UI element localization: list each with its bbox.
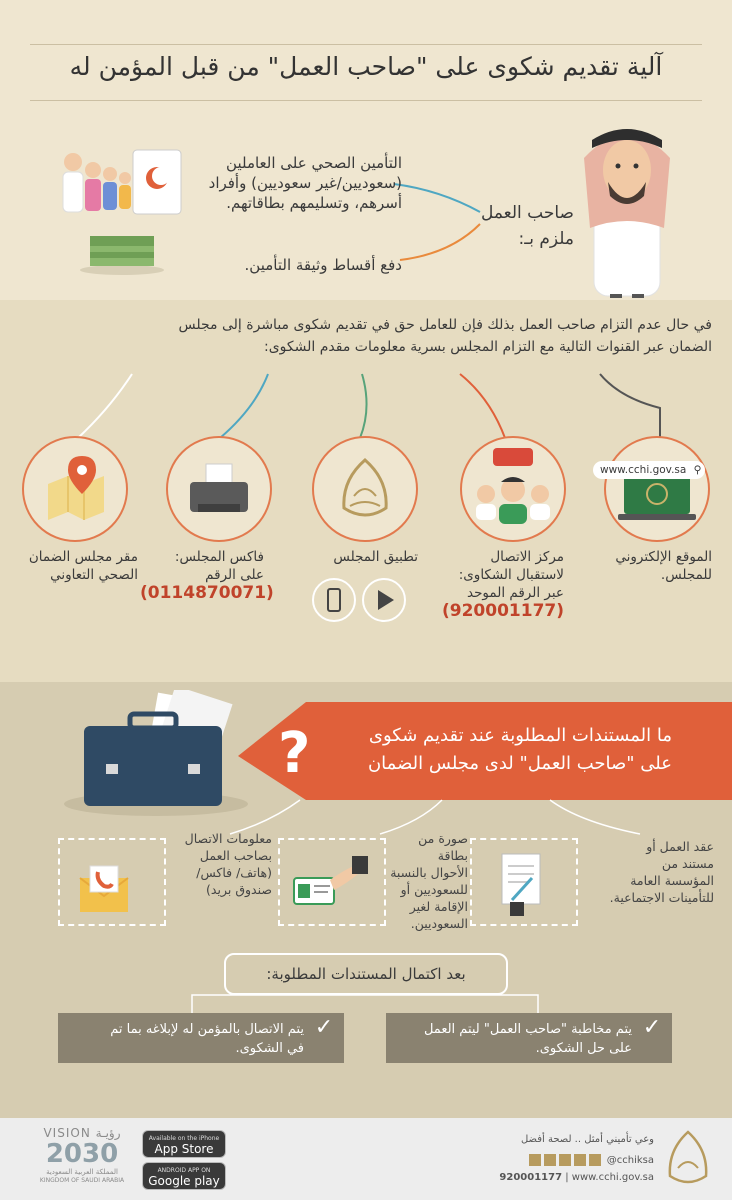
app-store-badge[interactable] <box>142 1130 226 1158</box>
employer-figure-icon <box>572 118 682 298</box>
obligation-insurance <box>190 153 402 213</box>
app-store-label: App Store <box>154 1142 214 1156</box>
doc-contact-line1: معلومات الاتصال <box>184 831 272 846</box>
doc-contact-line3: (هاتف/ فاكس/ <box>196 865 272 880</box>
social-row <box>470 1154 654 1166</box>
fax-machine-icon <box>168 438 270 540</box>
obligation1-line2: (سعوديين/غير سعوديين) وأفراد <box>208 174 402 192</box>
after-connectors <box>190 993 540 1015</box>
fax-line1: فاكس المجلس: <box>174 549 264 565</box>
footer-slogan: وعي تأميني أمثل .. لصحة أفضل <box>520 1134 654 1145</box>
call-center-agents-icon <box>462 438 564 540</box>
banner-line1: ما المستندات المطلوبة عند تقديم شكوى <box>368 725 672 746</box>
doc-contract-text <box>584 838 714 906</box>
doc-id-line2: الأحوال بالنسبة <box>390 865 468 880</box>
vision-2030-logo <box>30 1126 134 1185</box>
twitter-icon[interactable] <box>529 1154 541 1166</box>
employer-label-line2: ملزم بـ: <box>518 229 574 249</box>
kingdom-en: KINGDOM OF SAUDI ARABIA <box>39 1177 125 1184</box>
doc-contact-line2: بصاحب العمل <box>199 848 272 863</box>
banner-line2: على "صاحب العمل" لدى مجلس الضمان <box>367 753 672 774</box>
check-icon: ✓ <box>314 1015 334 1040</box>
cchi-logo-icon <box>664 1128 712 1190</box>
website-url: www.cchi.gov.sa <box>600 464 687 476</box>
vision-ar: رؤيـة <box>95 1126 121 1140</box>
instagram-icon[interactable] <box>574 1154 586 1166</box>
doc-contract-line4: للتأمينات الاجتماعية. <box>609 890 714 905</box>
doc-id-line5: السعوديين. <box>410 916 468 931</box>
label-call-center <box>440 548 564 620</box>
vision-year: 2030 <box>45 1139 119 1169</box>
android-app-button[interactable] <box>362 578 406 622</box>
map-pin-icon <box>24 438 126 540</box>
kingdom-ar: المملكة العربية السعودية <box>46 1168 118 1176</box>
doc-contact-box <box>58 838 166 926</box>
ios-app-button[interactable] <box>312 578 356 622</box>
doc-contract-line3: المؤسسة العامة <box>630 873 714 888</box>
laptop-icon <box>606 438 708 540</box>
mobile-phone-icon <box>327 588 341 612</box>
check-icon: ✓ <box>642 1015 662 1040</box>
step2-line1: يتم الاتصال بالمؤمن له لإبلاغه بما تم <box>110 1022 304 1037</box>
vision-en: VISION <box>43 1126 91 1140</box>
question-mark-icon: ? <box>278 721 311 786</box>
employer-label-line1: صاحب العمل <box>480 203 574 223</box>
label-hq <box>10 548 138 584</box>
call-center-phone[interactable]: (920001177) <box>442 601 564 621</box>
website-line1: الموقع الإلكتروني <box>615 549 712 565</box>
app-store-small: Available on the iPhone <box>148 1135 220 1142</box>
intro-line2: الضمان عبر القنوات التالية مع التزام المجلس بسرية معلومات مقدم الشكوى: <box>264 339 712 355</box>
website-line2: للمجلس. <box>660 567 712 583</box>
fax-line2: على الرقم <box>205 567 264 583</box>
complaint-intro <box>20 314 712 358</box>
contract-document-icon <box>472 840 576 924</box>
website-url-bar[interactable] <box>593 461 705 479</box>
step2-line2: في الشكوى. <box>235 1041 304 1056</box>
facebook-icon[interactable] <box>544 1154 556 1166</box>
hq-line1: مقر مجلس الضمان <box>28 549 138 565</box>
step-notify-employer <box>386 1013 672 1063</box>
money-stack-icon <box>80 230 164 276</box>
doc-id-line3: للسعوديين أو <box>400 882 468 897</box>
doc-id-box <box>278 838 386 926</box>
youtube-icon[interactable] <box>559 1154 571 1166</box>
step1-line1: يتم مخاطبة "صاحب العمل" ليتم العمل <box>423 1022 632 1037</box>
obligation1-line1: التأمين الصحي على العاملين <box>226 154 402 172</box>
title-rule-top <box>30 44 702 45</box>
channel-fax[interactable] <box>166 436 272 542</box>
hq-line2: الصحي التعاوني <box>50 567 138 583</box>
step-contact-insured <box>58 1013 344 1063</box>
channel-hq[interactable] <box>22 436 128 542</box>
doc-id-line1: صورة من بطاقة <box>418 831 468 863</box>
id-card-icon <box>280 840 384 924</box>
doc-id-text <box>388 830 468 932</box>
play-store-icon <box>378 590 394 610</box>
documents-banner-text <box>320 722 672 778</box>
call-center-line2: لاستقبال الشكاوى: <box>458 567 564 583</box>
linkedin-icon[interactable] <box>589 1154 601 1166</box>
council-logo-icon <box>314 438 416 540</box>
channel-call-center[interactable] <box>460 436 566 542</box>
call-center-line3: عبر الرقم الموحد <box>467 585 564 601</box>
page-title: آلية تقديم شكوى على "صاحب العمل" من قبل المؤمن له <box>69 52 663 81</box>
footer-site[interactable]: www.cchi.gov.sa <box>571 1172 654 1183</box>
social-handle[interactable]: @cchiksa <box>606 1154 654 1166</box>
gplay-label: Google play <box>148 1174 220 1188</box>
channel-app[interactable] <box>312 436 418 542</box>
obligation-premiums: دفع أقساط وثيقة التأمين. <box>244 256 402 274</box>
after-completion-heading: بعد اكتمال المستندات المطلوبة: <box>224 953 508 995</box>
footer-contact: 920001177 | www.cchi.gov.sa <box>499 1172 654 1183</box>
step1-line2: على حل الشكوى. <box>535 1041 632 1056</box>
intro-line1: في حال عدم التزام صاحب العمل بذلك فإن للعامل حق في تقديم شكوى مباشرة إلى مجلس <box>178 317 712 333</box>
google-play-badge[interactable] <box>142 1162 226 1190</box>
doc-contact-line4: صندوق بريد) <box>206 882 272 897</box>
fax-phone[interactable]: (0114870071) <box>140 583 274 603</box>
family-icon <box>55 148 185 220</box>
doc-contact-text <box>168 830 272 898</box>
obligation1-line3: أسرهم، وتسليمهم بطاقاتهم. <box>226 194 402 212</box>
label-website <box>588 548 712 584</box>
doc-contract-line2: مستند من <box>661 856 714 871</box>
channel-connectors <box>0 368 732 440</box>
doc-id-line4: الإقامة لغير <box>409 899 468 914</box>
label-app: تطبيق المجلس <box>333 549 418 565</box>
doc-contract-line1: عقد العمل أو <box>646 839 714 854</box>
channel-website[interactable] <box>604 436 710 542</box>
footer-phone[interactable]: 920001177 <box>499 1172 563 1183</box>
label-fax <box>140 548 274 603</box>
call-center-line1: مركز الاتصال <box>490 549 564 565</box>
doc-contract-box <box>470 838 578 926</box>
title-rule-bottom <box>30 100 702 101</box>
envelope-phone-icon <box>60 840 164 924</box>
search-icon: ⚲ <box>693 464 702 476</box>
gplay-small: ANDROID APP ON <box>157 1167 211 1174</box>
